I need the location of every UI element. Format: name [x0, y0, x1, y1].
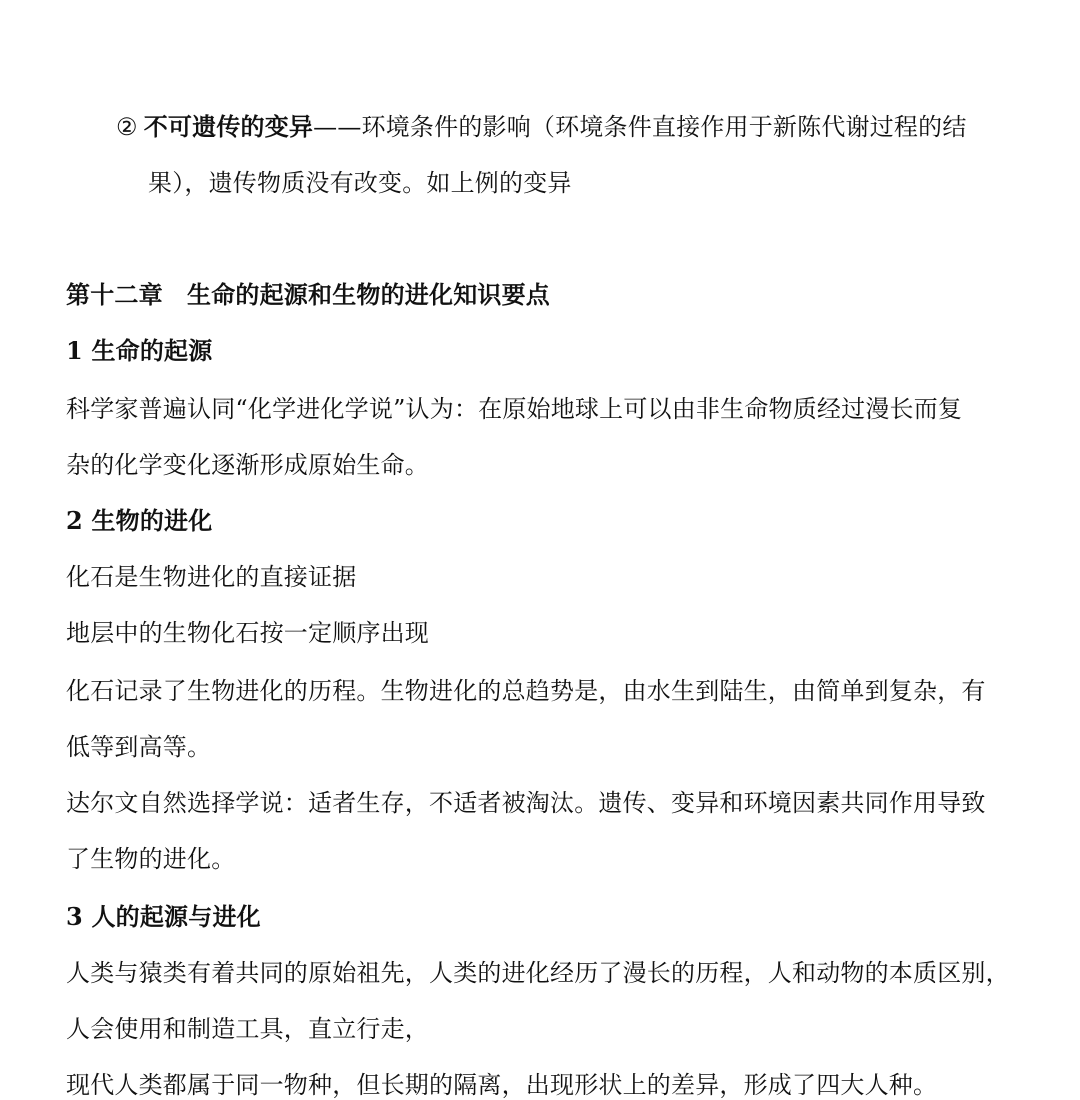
- section-2-line-3a: 化石记录了生物进化的历程。生物进化的总趋势是，由水生到陆生，由简单到复杂，有: [66, 677, 986, 705]
- section-1-paragraph-line-1: 科学家普遍认同“化学进化学说”认为：在原始地球上可以由非生命物质经过漫长而复: [66, 395, 963, 423]
- chapter-title: 第十二章 生命的起源和生物的进化知识要点: [66, 280, 550, 309]
- section-2-line-4b: 了生物的进化。: [66, 845, 236, 873]
- section-1-heading: 1 生命的起源: [66, 336, 213, 365]
- section-2-line-4a: 达尔文自然选择学说：适者生存，不适者被淘汰。遗传、变异和环境因素共同作用导致: [66, 789, 986, 817]
- variation-item-line-1: [116, 112, 967, 142]
- section-3-line-1b: 人会使用和制造工具，直立行走，: [66, 1015, 429, 1043]
- section-2-line-1: 化石是生物进化的直接证据: [66, 563, 357, 591]
- variation-item-line-2: 果），遗传物质没有改变。如上例的变异: [148, 169, 572, 197]
- variation-description: ——环境条件的影响（环境条件直接作用于新陈代谢过程的结: [313, 113, 967, 141]
- section-3-line-2: 现代人类都属于同一物种，但长期的隔离，出现形状上的差异，形成了四大人种。: [66, 1071, 938, 1099]
- circled-number-marker: ②: [116, 113, 138, 141]
- section-3-heading: 3 人的起源与进化: [66, 902, 261, 931]
- section-2-line-2: 地层中的生物化石按一定顺序出现: [66, 619, 429, 647]
- section-3-line-1a: 人类与猿类有着共同的原始祖先，人类的进化经历了漫长的历程，人和动物的本质区别，: [66, 959, 1010, 987]
- variation-term: 不可遗传的变异: [143, 112, 314, 141]
- section-1-paragraph-line-2: 杂的化学变化逐渐形成原始生命。: [66, 451, 429, 479]
- section-2-line-3b: 低等到高等。: [66, 733, 212, 761]
- section-2-heading: 2 生物的进化: [66, 506, 213, 535]
